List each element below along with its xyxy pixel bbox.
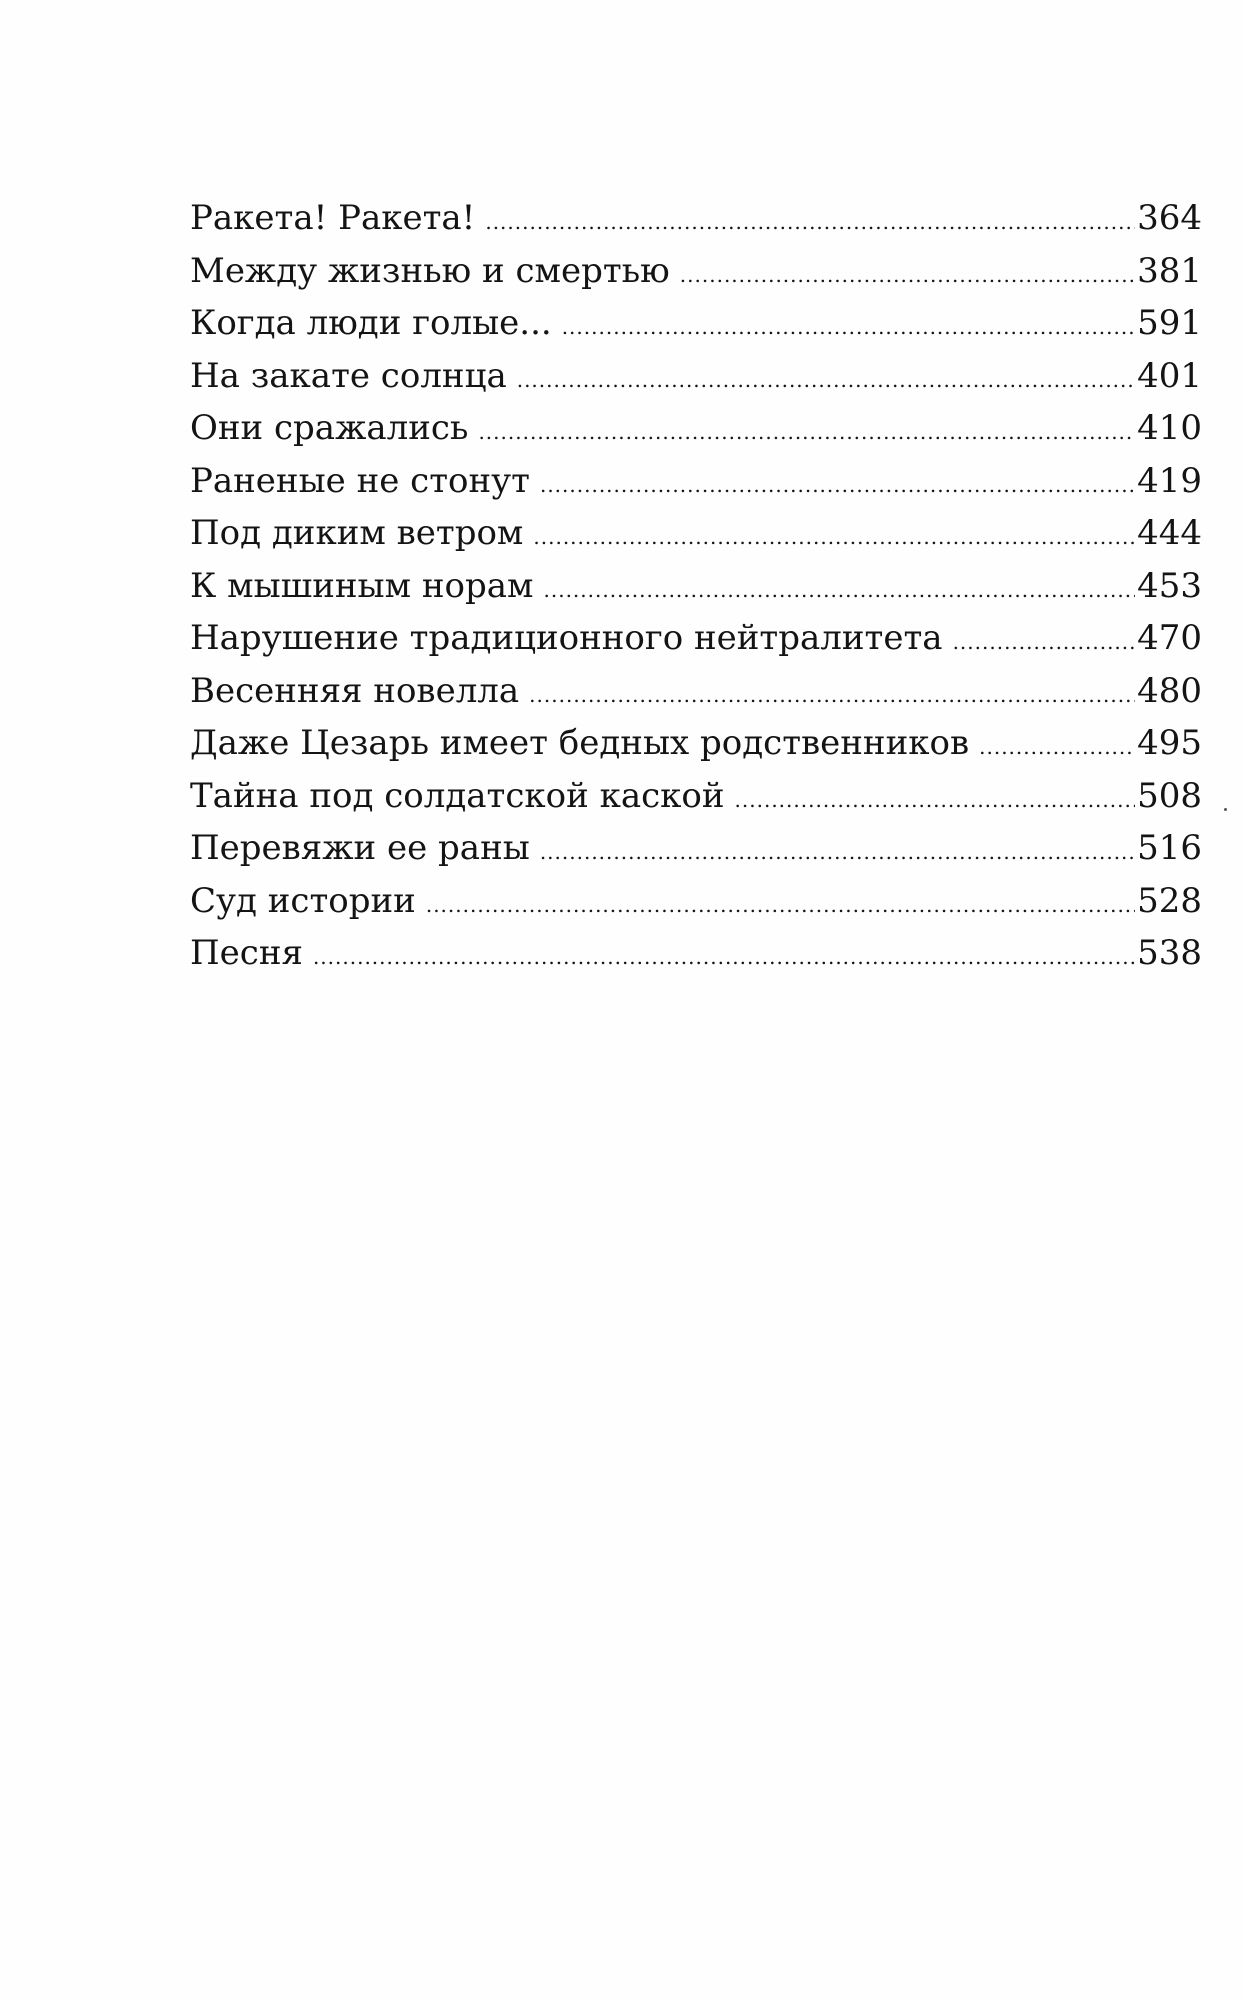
toc-entry-page-number: 538 bbox=[1137, 933, 1202, 973]
toc-entry bbox=[190, 612, 1202, 665]
dot-leader bbox=[540, 459, 1135, 512]
toc-entry-title: Под диким ветром bbox=[190, 513, 524, 553]
dot-leader bbox=[517, 354, 1135, 407]
toc-entry bbox=[190, 297, 1202, 350]
toc-entry bbox=[190, 822, 1202, 875]
toc-entry-title: Нарушение традиционного нейтралитета bbox=[190, 618, 943, 658]
toc-entry-title: Когда люди голые... bbox=[190, 303, 552, 343]
toc-entry-title: Ракета! Ракета! bbox=[190, 198, 476, 238]
toc-entry-page-number: 495 bbox=[1137, 723, 1202, 763]
dot-leader bbox=[485, 196, 1135, 249]
dot-leader bbox=[426, 879, 1135, 932]
dot-leader bbox=[953, 616, 1136, 669]
toc-entry-page-number: 401 bbox=[1137, 355, 1202, 396]
toc-entry bbox=[190, 665, 1202, 718]
toc-entry-title: Песня bbox=[190, 933, 303, 973]
toc-entry-title: Перевяжи ее раны bbox=[190, 828, 530, 868]
toc-entry-page-number: 528 bbox=[1137, 880, 1202, 921]
dot-leader bbox=[529, 669, 1135, 722]
toc-entry-page-number: 444 bbox=[1137, 513, 1202, 553]
toc-entry bbox=[190, 927, 1202, 980]
toc-entry-title: Тайна под солдатской каской bbox=[190, 775, 725, 816]
dot-leader bbox=[313, 931, 1135, 984]
dot-leader bbox=[735, 774, 1136, 827]
toc-entry bbox=[190, 455, 1202, 508]
toc-entry bbox=[190, 770, 1202, 823]
toc-entry bbox=[190, 402, 1202, 455]
dot-leader bbox=[533, 511, 1135, 564]
toc-entry-title: Раненые не стонут bbox=[190, 460, 530, 501]
toc-entry-title: Весенняя новелла bbox=[190, 670, 520, 711]
toc-entry-title: Даже Цезарь имеет бедных родственников bbox=[190, 723, 970, 763]
print-speck bbox=[1224, 808, 1227, 811]
dot-leader bbox=[478, 406, 1135, 459]
toc-entry-page-number: 419 bbox=[1137, 460, 1202, 501]
toc-entry-title: На закате солнца bbox=[190, 355, 507, 396]
toc-entry-page-number: 381 bbox=[1137, 250, 1202, 291]
toc-entry-page-number: 470 bbox=[1137, 618, 1202, 658]
toc-entry-page-number: 364 bbox=[1137, 198, 1202, 238]
toc-entry-title: Суд истории bbox=[190, 880, 416, 921]
toc-entry-page-number: 410 bbox=[1137, 408, 1202, 448]
toc-entry-title: Между жизнью и смертью bbox=[190, 250, 670, 291]
toc-entry-page-number: 516 bbox=[1137, 828, 1202, 868]
dot-leader bbox=[562, 301, 1135, 354]
dot-leader bbox=[540, 826, 1135, 879]
dot-leader bbox=[979, 721, 1135, 774]
toc-entry bbox=[190, 560, 1202, 613]
table-of-contents bbox=[190, 192, 1202, 980]
toc-entry bbox=[190, 350, 1202, 403]
toc-entry bbox=[190, 717, 1202, 770]
toc-entry-title: К мышиным норам bbox=[190, 565, 534, 606]
toc-entry-page-number: 453 bbox=[1137, 565, 1202, 606]
toc-entry bbox=[190, 192, 1202, 245]
toc-entry-title: Они сражались bbox=[190, 408, 469, 448]
toc-entry-page-number: 480 bbox=[1137, 670, 1202, 711]
toc-entry-page-number: 591 bbox=[1137, 303, 1202, 343]
toc-entry bbox=[190, 245, 1202, 298]
toc-entry bbox=[190, 507, 1202, 560]
toc-entry bbox=[190, 875, 1202, 928]
toc-entry-page-number: 508 bbox=[1137, 775, 1202, 816]
dot-leader bbox=[680, 249, 1135, 302]
dot-leader bbox=[544, 564, 1136, 617]
